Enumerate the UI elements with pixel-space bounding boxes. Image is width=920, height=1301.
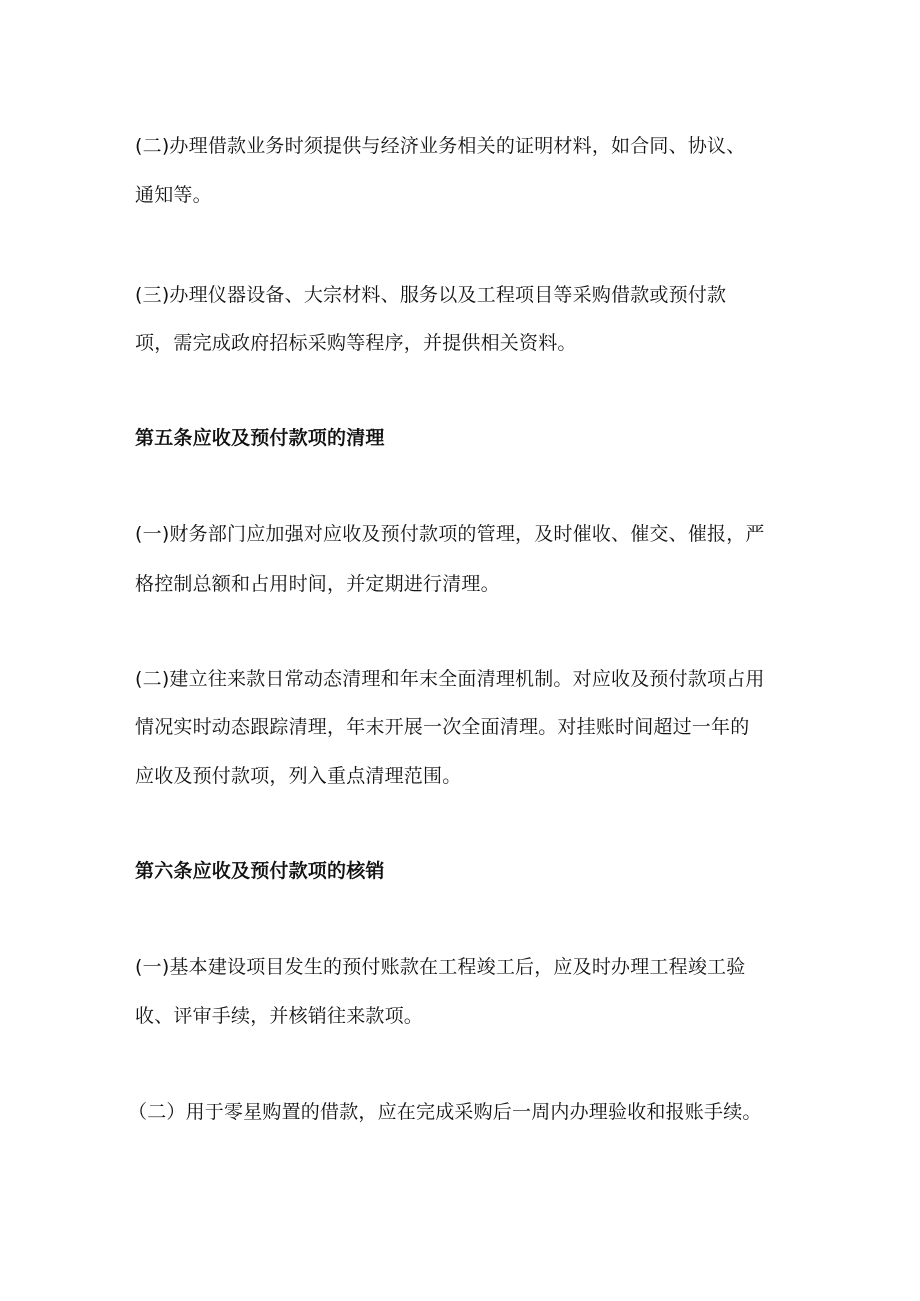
paragraph-line: (二)建立往来款日常动态清理和年末全面清理机制。对应收及预付款项占用 xyxy=(135,668,765,690)
paragraph-line: 格控制总额和占用时间，并定期进行清理。 xyxy=(135,573,500,595)
paragraph-line: (一)财务部门应加强对应收及预付款项的管理，及时催收、催交、催报，严 xyxy=(135,523,765,545)
paragraph-line: 通知等。 xyxy=(135,184,212,206)
paragraph-line: 应收及预付款项，列入重点清理范围。 xyxy=(135,765,462,787)
paragraph-line: 收、评审手续，并核销往来款项。 xyxy=(135,1005,424,1027)
paragraph-line: 项，需完成政府招标采购等程序，并提供相关资料。 xyxy=(135,332,577,354)
section-heading: 第五条应收及预付款项的清理 xyxy=(135,427,385,449)
paragraph-line: （二）用于零星购置的借款，应在完成采购后一周内办理验收和报账手续。 xyxy=(128,1101,762,1123)
paragraph-line: 情况实时动态跟踪清理，年末开展一次全面清理。对挂账时间超过一年的 xyxy=(135,716,750,738)
paragraph-line: (二)办理借款业务时须提供与经济业务相关的证明材料，如合同、协议、 xyxy=(135,135,746,157)
paragraph-line: (一)基本建设项目发生的预付账款在工程竣工后，应及时办理工程竣工验 xyxy=(135,956,746,978)
paragraph-line: (三)办理仪器设备、大宗材料、服务以及工程项目等采购借款或预付款 xyxy=(135,284,727,306)
section-heading: 第六条应收及预付款项的核销 xyxy=(135,860,385,882)
